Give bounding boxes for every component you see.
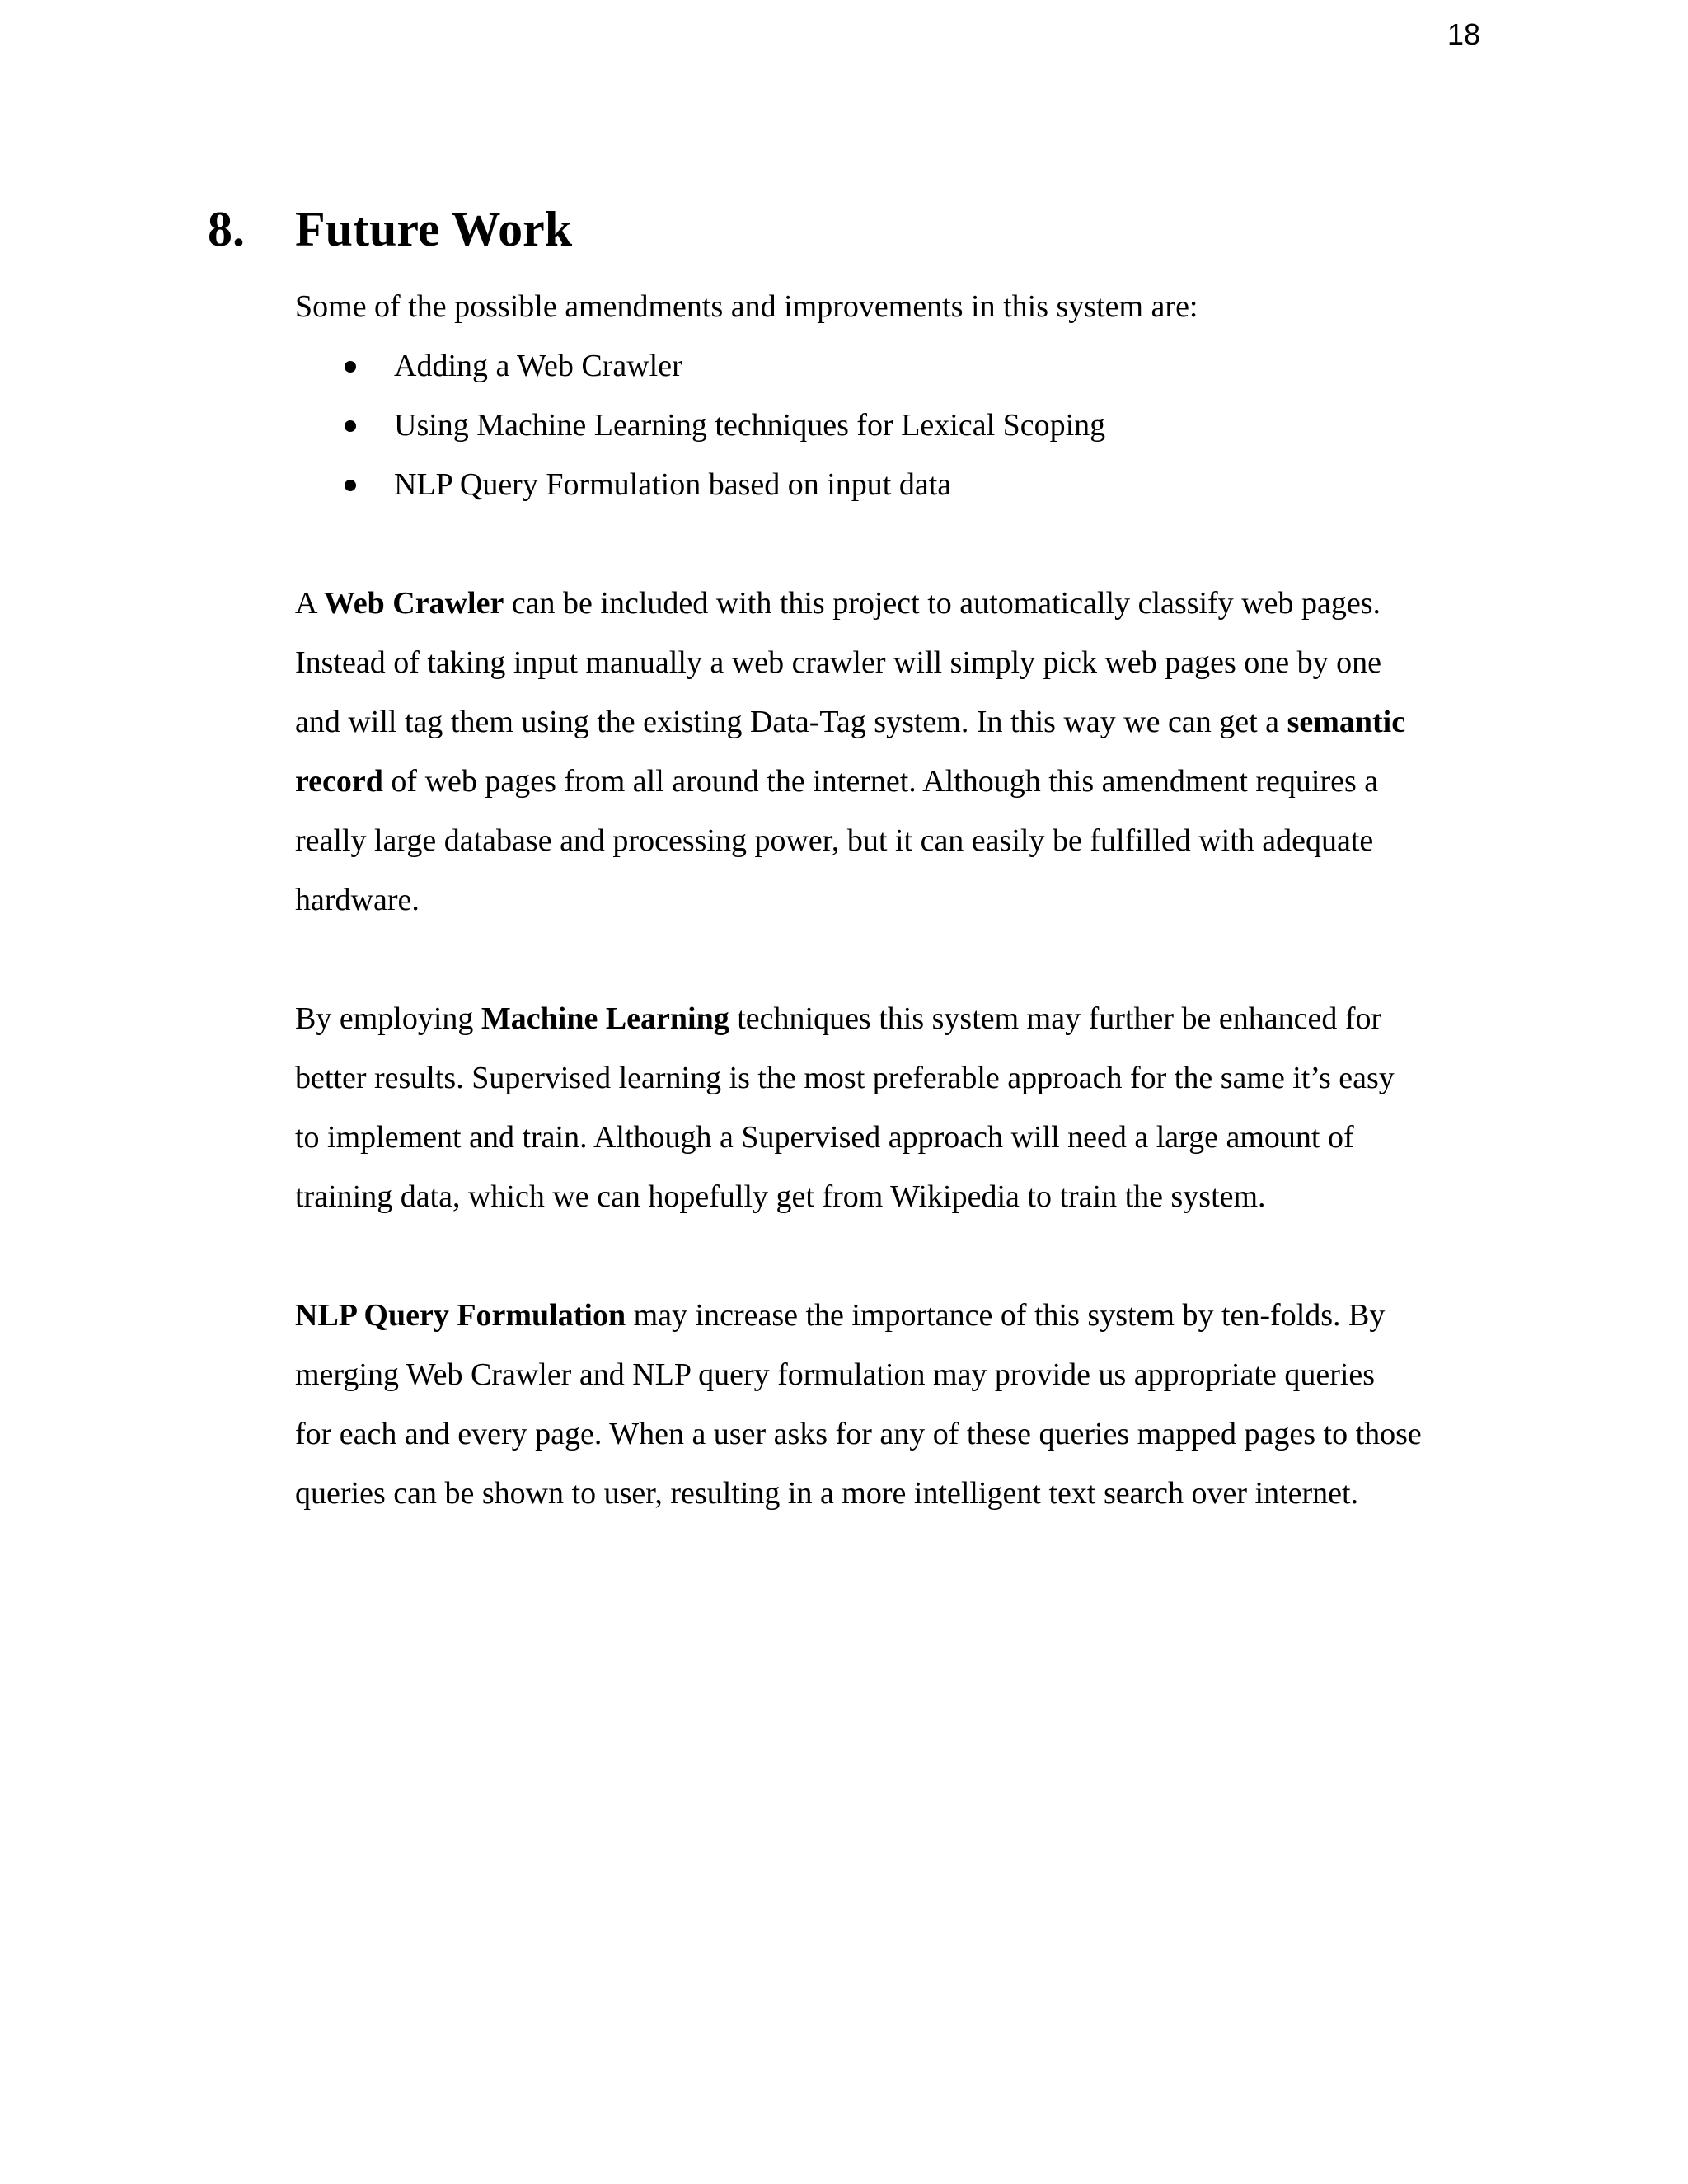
bold-term: NLP Query Formulation xyxy=(295,1298,626,1333)
bold-term: semantic xyxy=(1287,705,1406,739)
list-item xyxy=(295,336,1105,396)
paragraph-nlp-query xyxy=(295,1286,1482,1523)
text-line: and will tag them using the existing Data-Tag system. In this way we can get a semantic xyxy=(295,705,1406,739)
list-item xyxy=(295,455,1105,514)
section-heading xyxy=(208,196,572,262)
bullet-icon xyxy=(345,361,356,373)
text-line: By employing Machine Learning techniques this system may further be enhanced for xyxy=(295,1001,1382,1036)
text-line: really large database and processing power, but it can easily be fulfilled with adequate xyxy=(295,823,1374,858)
improvement-list xyxy=(295,336,1105,514)
intro-text: Some of the possible amendments and improvements in this system are: xyxy=(295,289,1198,324)
text-line: NLP Query Formulation may increase the importance of this system by ten-folds. By xyxy=(295,1298,1386,1333)
list-item-text: NLP Query Formulation based on input data xyxy=(394,467,952,502)
bold-term: Machine Learning xyxy=(481,1001,729,1036)
text-line: queries can be shown to user, resulting in a more intelligent text search over internet. xyxy=(295,1476,1359,1511)
list-item xyxy=(295,396,1105,455)
text-line: A Web Crawler can be included with this project to automatically classify web pages. xyxy=(295,586,1381,621)
list-item-text: Adding a Web Crawler xyxy=(394,349,682,383)
section-number: 8. xyxy=(208,202,245,256)
text-line: merging Web Crawler and NLP query formulation may provide us appropriate queries xyxy=(295,1357,1376,1392)
paragraph-web-crawler xyxy=(295,574,1482,930)
text-line: training data, which we can hopefully get from Wikipedia to train the system. xyxy=(295,1179,1266,1214)
page-number: 18 xyxy=(1447,17,1480,51)
bullet-icon xyxy=(345,420,356,432)
paragraph-machine-learning xyxy=(295,989,1482,1226)
text-line: for each and every page. When a user asks for any of these queries mapped pages to those xyxy=(295,1417,1422,1451)
list-item-text: Using Machine Learning techniques for Lexical Scoping xyxy=(394,408,1106,443)
text-line: Instead of taking input manually a web crawler will simply pick web pages one by one xyxy=(295,645,1382,680)
section-title: Future Work xyxy=(295,202,573,256)
bullet-icon xyxy=(345,480,356,491)
text-line: record of web pages from all around the internet. Although this amendment requires a xyxy=(295,764,1379,799)
text-line: hardware. xyxy=(295,883,420,917)
text-line: better results. Supervised learning is the most preferable approach for the same it’s easy xyxy=(295,1061,1395,1095)
bold-term: record xyxy=(295,764,383,799)
bold-term: Web Crawler xyxy=(323,586,504,621)
text-line: to implement and train. Although a Supervised approach will need a large amount of xyxy=(295,1120,1354,1155)
